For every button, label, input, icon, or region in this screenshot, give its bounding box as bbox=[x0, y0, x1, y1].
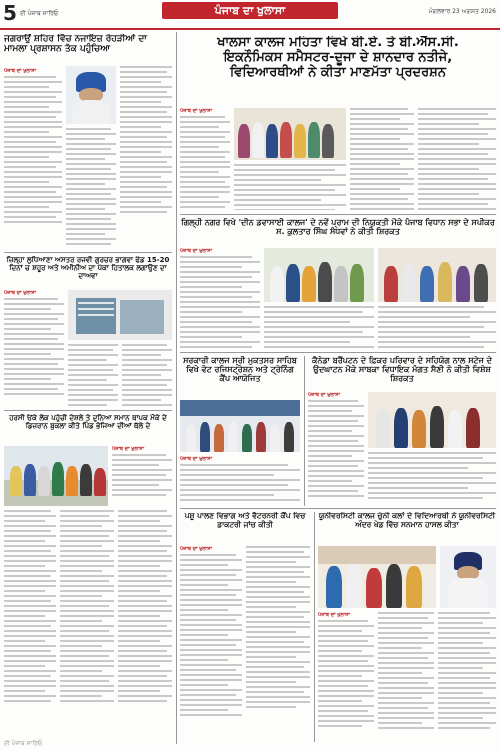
rally-photo bbox=[4, 446, 108, 506]
lead-body-col2 bbox=[234, 164, 346, 210]
school-body bbox=[180, 456, 300, 504]
rally-body-col3 bbox=[60, 510, 114, 740]
rally-body-col4 bbox=[118, 510, 172, 740]
school-headline-block bbox=[180, 356, 300, 396]
principal-body-col1 bbox=[180, 248, 260, 350]
students-photo bbox=[234, 108, 346, 160]
principal-photo bbox=[264, 248, 374, 302]
lead-byline: ਪੰਜਾਬ ਦਾ ਖੁਲਾਸਾ bbox=[180, 108, 213, 114]
district-body-col2 bbox=[68, 344, 118, 408]
sports-portrait bbox=[440, 546, 496, 608]
section-title: ਪੰਜਾਬ ਦਾ ਖੁਲਾਸਾ bbox=[162, 2, 338, 19]
canada-byline: ਪੰਜਾਬ ਦਾ ਖੁਲਾਸਾ bbox=[308, 392, 341, 398]
ward-headline-block bbox=[180, 512, 310, 542]
principal-headline[interactable]: ਗਿਲ੍ਹੀ ਨਗਰ ਵਿਖੇ 'ਦੀਨ ਡਵਾਸਾਈ ਕਾਲਜ' ਦੇ ਨਵੇਂ ਪ੍ਰਾਮ ਦੀ ਨਿਯੁਕਤੀ ਮੌਕੇ ਪੰਜਾਬ ਵਿਧਾਨ ਸਭਾ ਦੇ ਸਪੀਕਰ ਸ. ਕੁਲਤਾਰ ਸਿੰਘ ਸੰਧਵਾਂ ਨੇ ਕੀਤੀ ਸ਼ਿਰਕਤ bbox=[181, 218, 495, 237]
principal-body-col2 bbox=[264, 306, 374, 350]
lead-headline-1[interactable]: ਖਾਲਸਾ ਕਾਲਜ ਮਹਿਤਾ ਵਿਖੇ ਬੀ.ਏ. ਤੇ ਬੀ.ਐੱਸ.ਸੀ. bbox=[217, 36, 459, 50]
district-body-col3 bbox=[122, 344, 172, 408]
sports-body-col3 bbox=[438, 612, 496, 742]
jagraon-headline[interactable]: ਜਗਰਾਉਂ ਸ਼ਹਿਰ ਵਿੱਚ ਨਜਾਇਜ਼ ਰੇਹੜੀਆਂ ਦਾ ਮਾਮਲਾ ਪ੍ਰਸ਼ਾਸਨ ਤੱਕ ਪਹੁੰਚਿਆ bbox=[4, 34, 147, 55]
lead-body-col1 bbox=[180, 108, 230, 210]
masthead-left-text: ਈ ਪੰਜਾਬ ਸਾਰਿਓ bbox=[20, 10, 59, 17]
school-headline[interactable]: ਸਰਕਾਰੀ ਕਾਲਜ ਸ੍ਰੀ ਮੁਕਤਸਰ ਸਾਹਿਬ ਵਿਖੇ ਵੋਟ ਰਜਿਸਟ੍ਰੇਸ਼ਨ ਅਤੇ ਟ੍ਰੇਨਿੰਗ ਕੈਂਪ ਆਯੋਜਿਤ bbox=[183, 356, 297, 384]
sports-body-col1 bbox=[318, 612, 374, 742]
principal-body-col3 bbox=[378, 306, 496, 350]
lead-headline-3[interactable]: ਵਿਦਿਆਰਥੀਆਂ ਨੇ ਕੀਤਾ ਮਾਣਮੱਤਾ ਪ੍ਰਦਰਸ਼ਨ bbox=[230, 64, 446, 80]
lead-headline-block bbox=[180, 36, 496, 102]
rally-body-col2 bbox=[4, 510, 56, 740]
jagraon-body-col2 bbox=[66, 128, 116, 248]
sports-headline-block bbox=[318, 512, 496, 542]
school-byline: ਪੰਜਾਬ ਦਾ ਖੁਲਾਸਾ bbox=[180, 456, 213, 462]
lead-body-col4 bbox=[418, 108, 496, 210]
footer-label: ਈ ਪੰਜਾਬ ਸਾਰਿਓ bbox=[4, 740, 43, 747]
rally-byline: ਪੰਜਾਬ ਦਾ ਖੁਲਾਸਾ bbox=[112, 446, 145, 452]
district-headline[interactable]: ਜ਼ਿਲ੍ਹਾ ਲੁਧਿਆਣਾ ਅਸਤਰ ਰਜਵੀ ਗੁਰਚਰ ਭਾਗਵਾ ਫੰਡ 15-20 ਦਿਨਾਂ ਚ ਸ਼ਹੂਰ ਅਤੇ ਅਮੀਨੀਅ ਦਾ ਪੱਕਾ ਹਿਤਾਲਕ ਲਗਾਉਣ ਦਾ ਦਾਅਵਾ bbox=[6, 256, 170, 281]
jagraon-byline: ਪੰਜਾਬ ਦਾ ਖੁਲਾਸਾ bbox=[4, 68, 37, 74]
jagraon-body-col1 bbox=[4, 68, 62, 248]
principal-headline-block bbox=[180, 218, 496, 244]
ward-headline[interactable]: ਪਸ਼ੂ ਪਾਲਣ ਵਿਭਾਗ ਅਤੇ ਵੈਟਰਨਰੀ ਕੈਂਪ ਵਿਚ ਡਾਕਟਰੀ ਜਾਂਚ ਕੀਤੀ bbox=[184, 512, 306, 529]
district-byline: ਪੰਜਾਬ ਦਾ ਖੁਲਾਸਾ bbox=[4, 290, 37, 296]
district-body-col1 bbox=[4, 290, 64, 408]
canada-body-col1 bbox=[308, 392, 364, 504]
district-headline-block bbox=[4, 256, 172, 286]
principal-photo-2 bbox=[378, 248, 496, 302]
canada-headline[interactable]: ਕੈਨੇਡਾ ਬਰੈਂਪਟਨ ਦੇ ਫ਼ਿਕਰ ਪਰਿਵਾਰ ਦੇ ਸਹਿਯੋਗ ਨਾਲ ਸਟੇਜ ਦੇ ਉਦਘਾਟਨ ਮੌਕੇ ਸਾਬਕਾ ਵਿਧਾਇਕ ਮੰਗਤ ਸੈਣੀ ਨੇ ਕੀਤੀ ਵਿਸ਼ੇਸ਼ ਸ਼ਿਰਕਤ bbox=[312, 356, 492, 384]
rally-headline-block bbox=[4, 414, 172, 444]
equipment-photo bbox=[68, 290, 172, 340]
lead-headline-2[interactable]: ਇਕਨੌਮਿਕਸ ਸਮੈਸਟਰ-ਦੂਜਾ ਦੇ ਸ਼ਾਨਦਾਰ ਨਤੀਜੇ, bbox=[223, 49, 453, 65]
sports-body-col2 bbox=[378, 612, 434, 742]
ward-body-col1 bbox=[180, 546, 242, 742]
jagraon-headline-block bbox=[4, 34, 172, 64]
principal-byline: ਪੰਜਾਬ ਦਾ ਖੁਲਾਸਾ bbox=[180, 248, 213, 254]
canada-photo bbox=[368, 392, 496, 448]
sports-headline[interactable]: ਯੂਨੀਵਰਸਿਟੀ ਕਾਲਜ ਚੁੰਨੀ ਕਲਾਂ ਦੇ ਵਿਦਿਆਰਥੀ ਨੇ ਯੂਨੀਵਰਸਿਟੀ ਅੰਦਰ ਖੇਡ ਵਿੱਚ ਸਨਮਾਨ ਹਾਸਲ ਕੀਤਾ bbox=[318, 512, 496, 529]
page-number: 5 bbox=[3, 1, 17, 25]
sports-photo bbox=[318, 546, 436, 608]
ward-body-col2 bbox=[246, 546, 310, 742]
lead-body-col3 bbox=[350, 108, 414, 210]
school-photo bbox=[180, 400, 300, 452]
issue-date: ਮੰਗਲਵਾਰ 23 ਅਗਸਤ 2026 bbox=[428, 8, 496, 15]
rally-headline[interactable]: ਹਰਸੀ ਓਂਕੇ ਲੋਕ ਪਹੁੰਚੀ ਦੇਸ਼ਲੇ ਤੇ ਦੁਨਿਆ ਸਮਾਨ ਥਾਪਕ ਮੌਕੇ ਦੇ ਡਿਜ਼ਰਾਨ ਬੁਕਲਾ ਕੀਤੇ ਪਿੰਡ ਭੇਜਿਆ ਦੀਆਂ ਥੱਲੇ ਦੇ bbox=[9, 414, 167, 431]
sports-byline: ਪੰਜਾਬ ਦਾ ਖੁਲਾਸਾ bbox=[318, 612, 351, 618]
ward-byline: ਪੰਜਾਬ ਦਾ ਖੁਲਾਸਾ bbox=[180, 546, 213, 552]
jagraon-body-col3 bbox=[120, 66, 172, 248]
rally-body-col1 bbox=[112, 446, 172, 506]
canada-headline-block bbox=[308, 356, 496, 388]
masthead bbox=[0, 0, 500, 30]
canada-body-col2 bbox=[368, 452, 496, 504]
portrait-photo bbox=[66, 66, 116, 124]
